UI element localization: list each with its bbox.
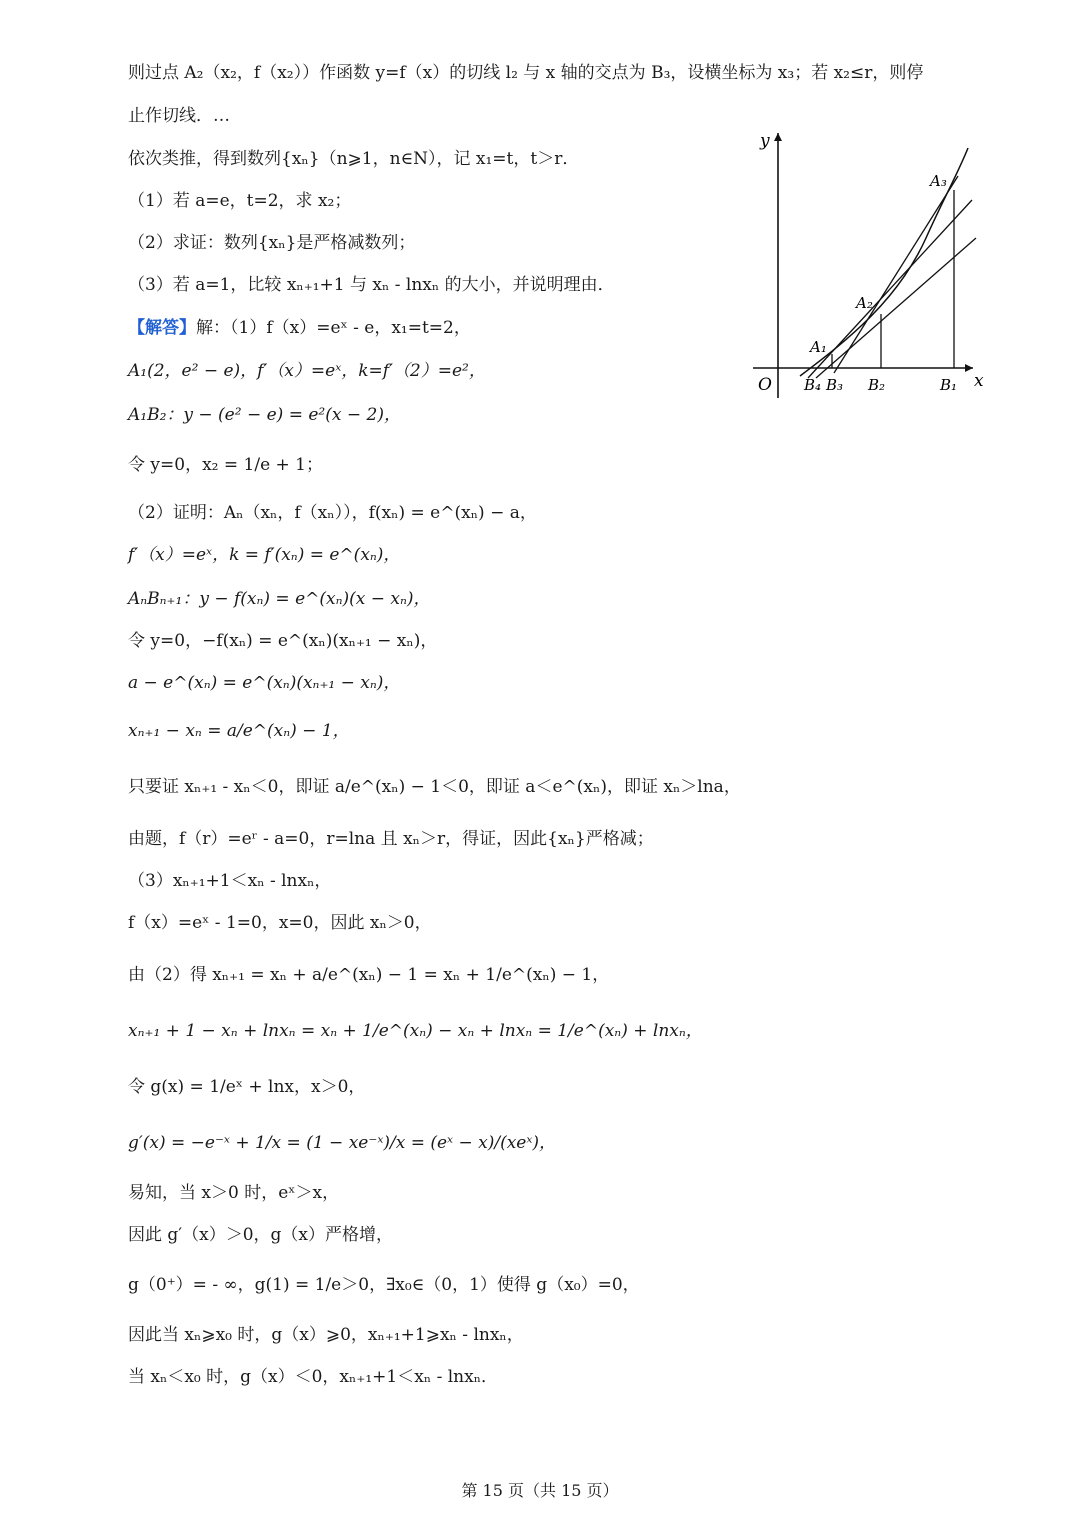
text-line: 当 xₙ＜x₀ 时，g（x）＜0，xₙ₊₁+1＜xₙ - lnxₙ． [128,1367,499,1387]
point-label: B₃ [826,376,844,394]
math-line: 令 y=0，−f(xₙ) = e^(xₙ)(xₙ₊₁ − xₙ)， [128,631,438,651]
x-axis-arrow [965,364,973,372]
point-label: B₄ [804,376,822,394]
math-line: A₁B₂：y − (e² − e) = e²(x − 2)， [128,405,401,425]
point-label: B₁ [940,376,958,394]
math-line: f′（x）=eˣ，k = f′(xₙ) = e^(xₙ)， [128,545,401,565]
math-line: 由（2）得 xₙ₊₁ = xₙ + a/e^(xₙ) − 1 = xₙ + 1/e^(xₙ) − 1， [128,965,610,985]
text-line: 止作切线．… [128,106,230,126]
point-label: B₂ [868,376,886,394]
text-line: 则过点 A₂（x₂，f（x₂））作函数 y=f（x）的切线 l₂ 与 x 轴的交点为 B₃，设横坐标为 x₃；若 x₂≤r，则停 [128,63,924,83]
text-line: 由题，f（r）=eʳ - a=0，r=lna 且 xₙ＞r，得证，因此{xₙ}严格减； [128,829,654,849]
text-line: g（0⁺）= - ∞，g(1) = 1/e＞0，∃x₀∈（0，1）使得 g（x₀）=0， [128,1275,640,1295]
y-axis-label: y [760,131,770,151]
text-line: 易知，当 x＞0 时，eˣ＞x， [128,1183,340,1203]
text-line: 因此当 xₙ⩾x₀ 时，g（x）⩾0，xₙ₊₁+1⩾xₙ - lnxₙ， [128,1325,524,1345]
text-line: （1）若 a=e，t=2，求 x₂； [128,191,352,211]
math-line: 令 y=0，x₂ = 1/e + 1； [128,455,323,475]
answer-tag: 【解答】 [128,318,196,338]
origin-label: O [758,375,772,395]
x-axis-label: x [974,371,984,391]
point-label: A₃ [930,172,947,190]
text-line: 因此 g′（x）＞0，g（x）严格增， [128,1225,394,1245]
text-line: 依次类推，得到数列{xₙ}（n⩾1，n∈N），记 x₁=t，t＞r． [128,149,580,169]
solution-line: 【解答】解：（1）f（x）=eˣ - e，x₁=t=2， [128,318,471,338]
point-label: A₂ [856,294,873,312]
math-line: xₙ₊₁ − xₙ = a/e^(xₙ) − 1， [128,721,350,741]
text-line: （3）xₙ₊₁+1＜xₙ - lnxₙ， [128,871,332,891]
y-axis-arrow [774,133,782,141]
math-line: g′(x) = −e⁻ˣ + 1/x = (1 − xe⁻ˣ)/x = (eˣ − x)/(xeˣ)， [128,1133,557,1153]
text-line: f（x）=eˣ - 1=0，x=0，因此 xₙ＞0， [128,913,432,933]
math-line: A₁(2，e² − e)，f′（x）=eˣ，k=f′（2）=e²， [128,361,486,381]
tangent-figure [748,128,988,408]
math-line: xₙ₊₁ + 1 − xₙ + lnxₙ = xₙ + 1/e^(xₙ) − xₙ + lnxₙ = 1/e^(xₙ) + lnxₙ， [128,1021,703,1041]
math-line: a − e^(xₙ) = e^(xₙ)(xₙ₊₁ − xₙ)， [128,673,401,693]
point-label: A₁ [810,338,827,356]
tangent-line-l2 [808,200,972,378]
text-line: 只要证 xₙ₊₁ - xₙ＜0，即证 a/e^(xₙ) − 1＜0，即证 a＜e^(xₙ)，即证 xₙ＞lna， [128,777,741,797]
tangent-line-l3 [834,176,958,373]
page-footer: 第 15 页（共 15 页） [461,1481,619,1500]
tangent-line-l1 [816,238,976,378]
text-line: （3）若 a=1，比较 xₙ₊₁+1 与 xₙ - lnxₙ 的大小，并说明理由． [128,275,615,295]
text-line: （2）求证：数列{xₙ}是严格减数列； [128,233,416,253]
text-line: （2）证明：Aₙ（xₙ，f（xₙ）），f(xₙ) = e^(xₙ) − a， [128,503,537,523]
math-line: AₙBₙ₊₁：y − f(xₙ) = e^(xₙ)(x − xₙ)， [128,589,431,609]
math-line: 令 g(x) = 1/eˣ + lnx，x＞0， [128,1077,366,1097]
